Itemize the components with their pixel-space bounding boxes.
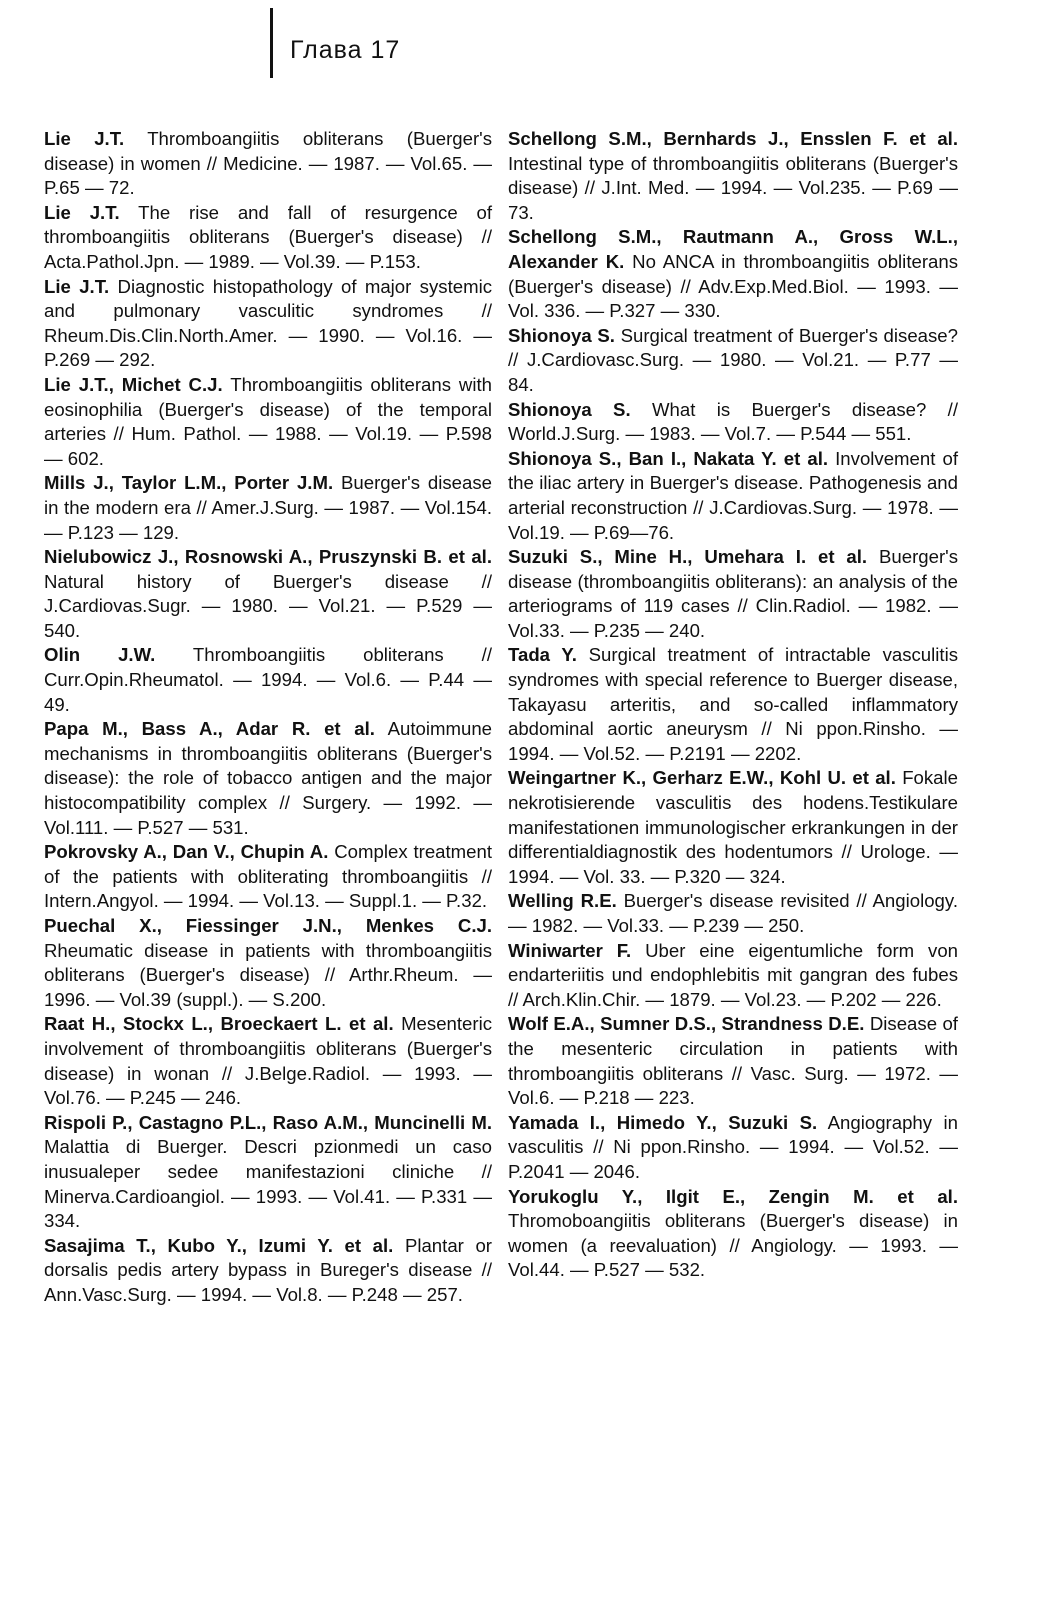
reference-entry <box>508 447 958 545</box>
reference-authors: Shionoya S. <box>508 324 615 346</box>
reference-authors: Olin J.W. <box>44 644 156 666</box>
references-left-column <box>44 127 492 1308</box>
reference-text: Disease of the mesenteric circulation in patients with thromboangiitis obliterans // Vasc. Surg. — 1972. — Vol.6. — P.218 — 223. <box>508 1013 958 1109</box>
reference-entry <box>508 643 958 766</box>
reference-authors: Suzuki S., Mine H., Umehara I. et al. <box>508 546 868 568</box>
reference-text: No ANCA in thromboangiitis obliterans (Buerger's disease) // Adv.Exp.Med.Biol. — 1993. — Vol. 336. — P.327 — 330. <box>508 250 958 322</box>
reference-authors: Yamada I., Himedo Y., Suzuki S. <box>508 1111 818 1133</box>
reference-text: Surgical treatment of intractable vasculitis syndromes with special reference to Buerger disease, Takayasu arteritis, and so-called inflammatory abdominal aortic aneurysm // Ni ppon.Rinsho. — 1994. — Vol.52. — P.2191 — 2202. <box>508 644 958 764</box>
reference-authors: Shionoya S. <box>508 398 631 420</box>
reference-authors: Lie J.T. <box>44 275 110 297</box>
header-rule <box>270 8 273 78</box>
reference-text: Natural history of Buerger's disease // J.Cardiovas.Sugr. — 1980. — Vol.21. — P.529 — 540. <box>44 570 492 641</box>
reference-entry <box>508 1012 958 1110</box>
reference-entry <box>44 914 492 1012</box>
reference-authors: Papa M., Bass A., Adar R. et al. <box>44 718 375 740</box>
reference-entry <box>508 1185 958 1283</box>
reference-entry <box>508 324 958 398</box>
references-right-column <box>508 127 958 1283</box>
reference-entry <box>44 201 492 275</box>
reference-text: Autoimmune mechanisms in thromboangiitis obliterans (Buerger's disease): the role of tobacco antigen and the major histocompatibility complex // Surgery. — 1992. — Vol.111. — P.527 — 531. <box>44 718 493 838</box>
reference-entry <box>44 840 492 914</box>
page-header <box>270 8 570 78</box>
reference-text: What is Buerger's disease? // World.J.Surg. — 1983. — Vol.7. — P.544 — 551. <box>508 398 958 445</box>
reference-entry <box>44 643 492 717</box>
reference-authors: Winiwarter F. <box>508 939 632 961</box>
reference-authors: Rispoli P., Castagno P.L., Raso A.M., Muncinelli M. <box>44 1111 492 1133</box>
reference-authors: Tada Y. <box>508 644 577 666</box>
reference-text: Fokale nekrotisierende vasculitis des hodens.Testikulare manifestationen immunologischer erkrankungen in der differentialdiagnostik des hodentumors // Urologe. — 1994. — Vol. 33. — P.320 — 324. <box>508 767 958 887</box>
reference-entry <box>508 939 958 1013</box>
reference-authors: Lie J.T. <box>44 201 120 223</box>
reference-authors: Wolf E.A., Sumner D.S., Strandness D.E. <box>508 1013 865 1035</box>
reference-text: Buerger's disease (thromboangiitis obliterans): an analysis of the arteriograms of 119 cases // Clin.Radiol. — 1982. — Vol.33. — P.235 — 240. <box>508 546 958 641</box>
reference-authors: Lie J.T. <box>44 128 125 149</box>
reference-entry <box>44 373 492 471</box>
reference-authors: Welling R.E. <box>508 890 617 912</box>
reference-entry <box>508 1111 958 1185</box>
reference-entry <box>508 398 958 447</box>
reference-authors: Schellong S.M., Bernhards J., Ensslen F. et al. <box>508 128 958 149</box>
reference-authors: Puechal X., Fiessinger J.N., Menkes C.J. <box>44 915 492 936</box>
reference-text: Uber eine eigentumliche form von endarteriitis und endophlebitis mit gangran des fubes // Arch.Klin.Chir. — 1879. — Vol.23. — P.202 — 226. <box>508 939 958 1010</box>
reference-text: Diagnostic histopathology of major systemic and pulmonary vasculitic syndromes // Rheum.Dis.Clin.North.Amer. — 1990. — Vol.16. — P.269 — 292. <box>44 275 492 371</box>
reference-entry <box>508 766 958 889</box>
reference-entry <box>44 275 492 373</box>
reference-text: Thromoboangiitis obliterans (Buerger's disease) in women (a reevaluation) // Angiology. — 1993. — Vol.44. — P.527 — 532. <box>508 1210 958 1281</box>
reference-text: Intestinal type of thromboangiitis obliterans (Buerger's disease) // J.Int. Med. — 1994. — Vol.235. — P.69 — 73. <box>508 152 958 223</box>
reference-entry <box>508 545 958 643</box>
reference-entry <box>44 717 492 840</box>
reference-text: Complex treatment of the patients with obliterating thromboangiitis // Intern.Angyol. — 1994. — Vol.13. — Suppl.1. — P.32. <box>44 841 492 912</box>
reference-text: Surgical treatment of Buerger's disease? // J.Cardiovasc.Surg. — 1980. — Vol.21. — P.77 — 84. <box>508 324 958 395</box>
reference-authors: Sasajima T., Kubo Y., Izumi Y. et al. <box>44 1234 394 1256</box>
reference-text: Angiography in vasculitis // Ni ppon.Rinsho. — 1994. — Vol.52. — P.2041 — 2046. <box>508 1111 958 1182</box>
reference-text: Plantar or dorsalis pedis artery bypass in Bureger's disease // Ann.Vasc.Surg. — 1994. — Vol.8. — P.248 — 257. <box>44 1234 492 1305</box>
reference-text: The rise and fall of resurgence of thromboangiitis obliterans (Buerger's disease) // Acta.Pathol.Jpn. — 1989. — Vol.39. — P.153. <box>44 201 492 272</box>
reference-text: Thromboangiitis obliterans // Curr.Opin.Rheumatol. — 1994. — Vol.6. — P.44 — 49. <box>44 644 492 715</box>
reference-text: Thromboangiitis obliterans (Buerger's disease) in women // Medicine. — 1987. — Vol.65. — P.65 — 72. <box>44 128 492 199</box>
reference-entry <box>44 1111 492 1234</box>
reference-entry <box>44 127 492 201</box>
reference-authors: Lie J.T., Michet C.J. <box>44 373 223 395</box>
reference-authors: Yorukoglu Y., Ilgit E., Zengin M. et al. <box>508 1185 958 1207</box>
reference-entry <box>44 1012 492 1110</box>
reference-entry <box>44 545 492 643</box>
reference-text: Thromboangiitis obliterans with eosinophilia (Buerger's disease) of the temporal arteries // Hum. Pathol. — 1988. — Vol.19. — P.598 — 602. <box>44 373 492 469</box>
chapter-label: Глава 17 <box>290 36 401 64</box>
reference-text: Buerger's disease in the modern era // Amer.J.Surg. — 1987. — Vol.154. — P.123 — 129. <box>44 472 492 543</box>
reference-authors: Nielubowicz J., Rosnowski A., Pruszynski B. et al. <box>44 546 492 568</box>
reference-entry <box>508 889 958 938</box>
reference-authors: Schellong S.M., Rautmann A., Gross W.L., Alexander K. <box>508 226 958 272</box>
reference-entry <box>508 127 958 225</box>
reference-entry <box>44 471 492 545</box>
reference-authors: Weingartner K., Gerharz E.W., Kohl U. et al. <box>508 767 896 789</box>
reference-authors: Pokrovsky A., Dan V., Chupin A. <box>44 841 329 863</box>
reference-authors: Raat H., Stockx L., Broeckaert L. et al. <box>44 1013 394 1035</box>
reference-text: Mesenteric involvement of thromboangiitis obliterans (Buerger's disease) in wonan // J.Belge.Radiol. — 1993. — Vol.76. — P.245 — 246. <box>44 1013 492 1109</box>
reference-entry <box>508 225 958 323</box>
reference-text: Malattia di Buerger. Descri pzionmedi un caso inusualeper sedee manifestazioni cliniche // Minerva.Cardioangiol. — 1993. — Vol.41. — P.331 — 334. <box>44 1136 492 1232</box>
reference-entry <box>44 1234 492 1308</box>
reference-text: Rheumatic disease in patients with thromboangiitis obliterans (Buerger's disease) // Arthr.Rheum. — 1996. — Vol.39 (suppl.). — S.200. <box>44 939 492 1010</box>
reference-authors: Mills J., Taylor L.M., Porter J.M. <box>44 472 334 494</box>
reference-text: Involvement of the iliac artery in Buerger's disease. Pathogenesis and arterial reconstruction // J.Cardiovas.Surg. — 1978. — Vol.19. — P.69—76. <box>508 447 958 543</box>
reference-authors: Shionoya S., Ban I., Nakata Y. et al. <box>508 447 829 469</box>
reference-text: Buerger's disease revisited // Angiology. — 1982. — Vol.33. — P.239 — 250. <box>508 890 958 936</box>
